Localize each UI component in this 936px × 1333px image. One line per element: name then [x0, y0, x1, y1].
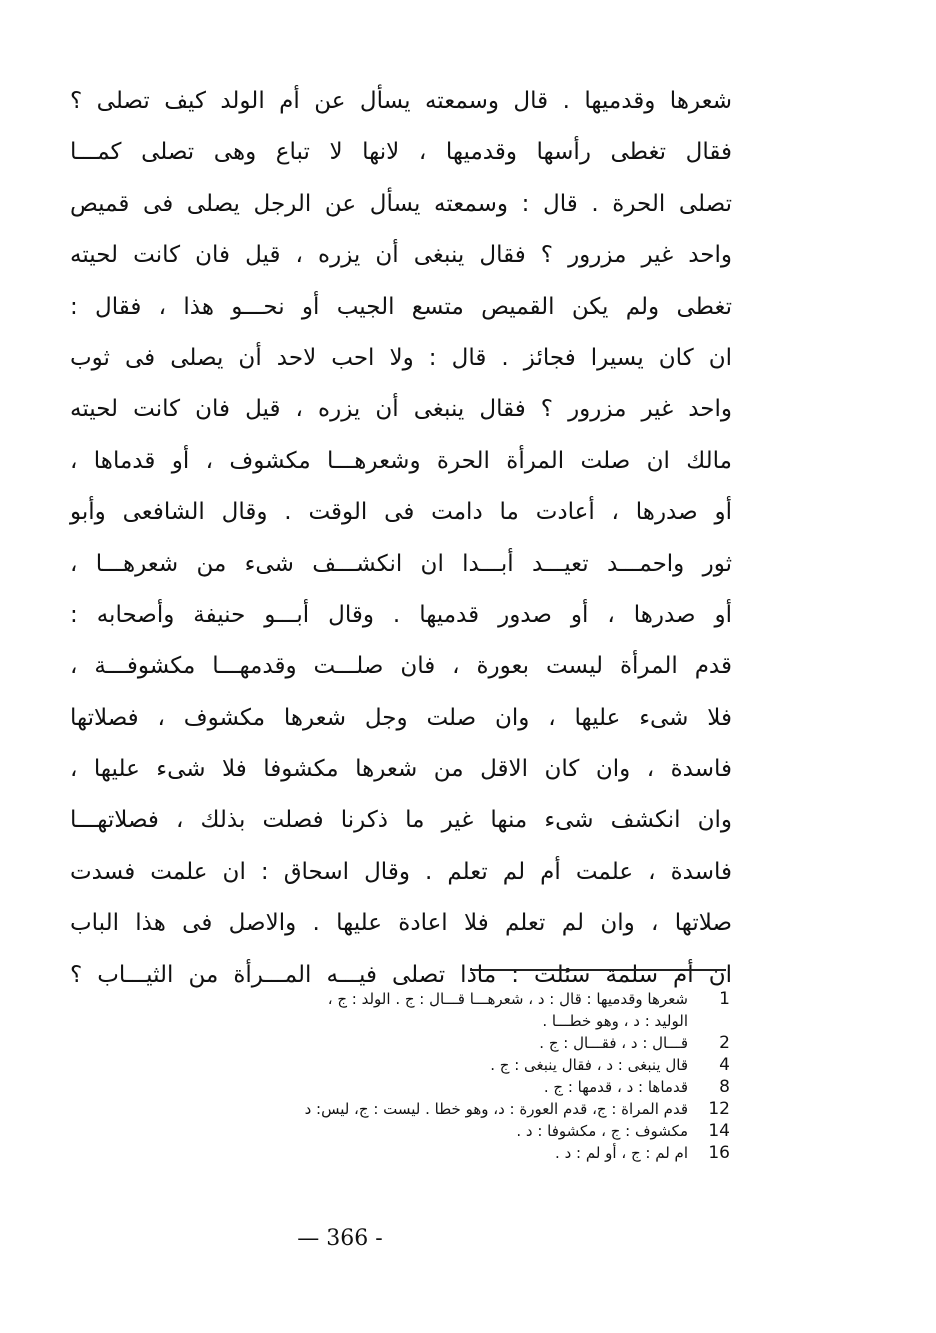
footnote-text: قدم المراة : ج، قدم العورة : د، وهو خطا . ليست : ج، ليس: د [304, 1100, 688, 1118]
text-line: ثور واحمـــد تعيـــد أبـــدا ان انكشـــف شىء من شعرهـــا ، [70, 550, 732, 577]
text-line: وان انكشف شىء منها غير ما ذكرنا فصلت بذلك ، فصلاتهـــا [70, 807, 732, 834]
page-number: — 366 - [297, 1226, 383, 1251]
footnote-number: 16 [708, 1143, 730, 1163]
text-line: واحد غير مزرور ؟ فقال ينبغى أن يزره ، قيل فان كانت لحيته [70, 242, 732, 269]
text-line: فقال تغطى رأسها وقدميها ، لانها لا تباع وهى تصلى كمـــا [70, 139, 732, 166]
text-line: قدم المرأة ليست بعورة ، فان صلـــت وقدمهـــا مكشوفـــة ، [70, 653, 732, 680]
footnote-number: 12 [708, 1099, 730, 1119]
footnote-number: 14 [708, 1121, 730, 1141]
footnote-number: 4 [719, 1055, 730, 1075]
main-text [70, 76, 732, 1001]
text-line: ان أم سلمة سئلت : ماذا تصلى فيـــه المـــرأة من الثيـــاب ؟ [70, 961, 732, 988]
text-line: شعرها وقدميها . قال وسمعته يسأل عن أم الولد كيف تصلى ؟ [70, 88, 732, 114]
text-line: تغطى ولم يكن القميص متسع الجيب أو نحـــو هذا ، فقال : [70, 293, 732, 320]
footnote-number: 1 [719, 989, 730, 1009]
footnotes [60, 988, 730, 1164]
footnote-number: 2 [719, 1033, 730, 1053]
footnote [60, 1076, 730, 1098]
footnote-text: ام لم : ج ، أو لم : د . [555, 1144, 688, 1162]
text-line: فلا شىء عليها ، وان صلت وجل شعرها مكشوف ، فصلاتها [70, 704, 732, 731]
text-line: فاسدة ، علمت أم لم تعلم . وقال اسحاق : ان علمت فسدت [70, 858, 732, 885]
footnote-text: قال ينبغى : د ، فقال ينبغى : ج . [490, 1056, 688, 1074]
text-line: أو صدرها ، أو صدور قدميها . وقال أبـــو حنيفة وأصحابه : [70, 601, 732, 628]
footnote [60, 1120, 730, 1142]
footnote-number: 8 [719, 1077, 730, 1097]
footnote-text: الوليد : د ، وهو خطـــا . [542, 1012, 688, 1030]
footnote [60, 988, 730, 1010]
footnote [60, 1098, 730, 1120]
text-line: تصلى الحرة . قال : وسمعته يسأل عن الرجل يصلى فى قميص [70, 190, 732, 217]
footnote [60, 1054, 730, 1076]
text-line: ان كان يسيرا فجائز . قال : ولا احب لاحد أن يصلى فى ثوب [70, 344, 732, 371]
footnote-text: مكشوف : ج ، مكشوفا : د . [516, 1122, 688, 1140]
footnote [60, 1142, 730, 1164]
text-line: مالك ان صلت المرأة الحرة وشعرهـــا مكشوف ، أو قدماها ، [70, 447, 732, 474]
footnote-text: قـــال : د ، فقـــال : ج . [539, 1034, 688, 1052]
footnote-text: قدماها : د ، قدمها : ج . [543, 1078, 688, 1096]
text-line: صلاتها ، وان لم تعلم فلا اعادة عليها . والاصل فى هذا الباب [70, 910, 732, 937]
footnote-divider [470, 969, 726, 971]
text-line: فاسدة ، وان كان الاقل من شعرها مكشوفا فلا شىء عليها ، [70, 756, 732, 783]
footnote [60, 1010, 730, 1032]
text-line: أو صدرها ، أعادت ما دامت فى الوقت . وقال الشافعى وأبو [70, 499, 732, 526]
footnote-text: شعرها وقدميها : قال : د ، شعرهـــا قـــال : ج . الولد : ج ، [327, 990, 688, 1008]
footnote [60, 1032, 730, 1054]
text-line: واحد غير مزرور ؟ فقال ينبغى أن يزره ، قيل فان كانت لحيته [70, 396, 732, 423]
